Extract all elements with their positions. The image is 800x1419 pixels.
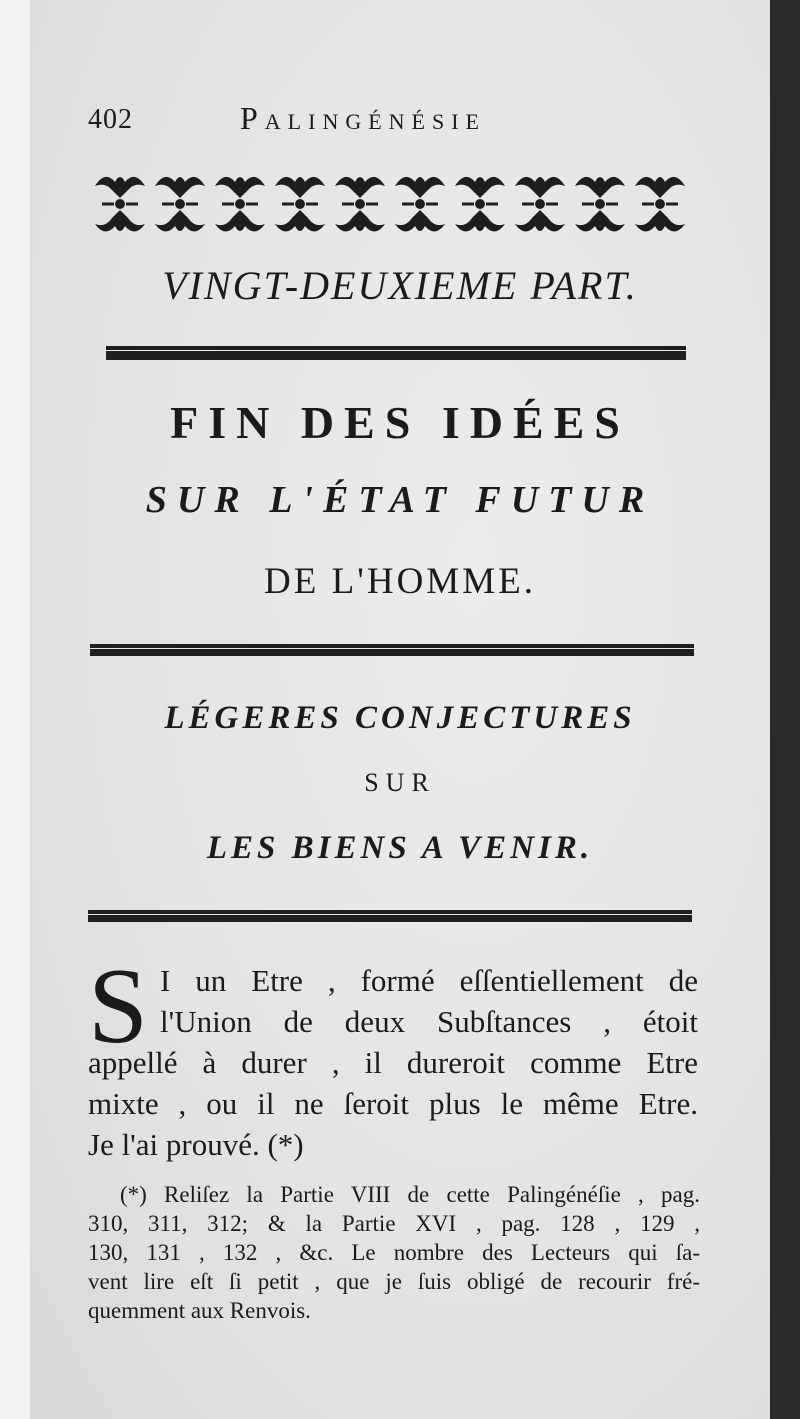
page-number: 402 (88, 104, 133, 135)
heading-homme: DE L'HOMME. (264, 561, 536, 602)
heading-etat-futur: SUR L'ÉTAT FUTUR (145, 479, 655, 521)
heading-biens-a-venir: LES BIENS A VENIR. (206, 830, 594, 866)
footnote (88, 1180, 700, 1325)
footnote-line: vent lire eſt ſi petit , que je ſuis obligé de recourir fré- (88, 1269, 700, 1294)
ornamental-headpiece (90, 168, 690, 240)
body-line: l'Union de deux Subſtances , étoit (160, 1004, 698, 1039)
part-title: VINGT-DEUXIEME PART. (162, 263, 638, 308)
heading-sur: SUR (364, 768, 436, 797)
body-line: Je l'ai prouvé. (*) (88, 1127, 304, 1162)
footnote-line: quemment aux Renvois. (88, 1298, 311, 1323)
heading-conjectures: LÉGERES CONJECTURES (164, 700, 636, 736)
page-edge-shadow (770, 0, 800, 1419)
running-title: Palingénésie (240, 100, 486, 136)
body-line: I un Etre , formé eſſentiellement de (160, 963, 698, 998)
body-paragraph (88, 960, 698, 1165)
body-line: mixte , ou il ne ſeroit plus le même Etre. (88, 1086, 698, 1121)
footnote-line: 310, 311, 312; & la Partie XVI , pag. 128 , 129 , (88, 1211, 700, 1236)
divider-rule (90, 644, 694, 656)
footnote-line: 130, 131 , 132 , &c. Le nombre des Lecteurs qui ſa- (88, 1240, 700, 1265)
heading-fin-des-idees: FIN DES IDÉES (170, 397, 630, 448)
book-gutter (0, 0, 30, 1419)
drop-cap: S (88, 947, 149, 1066)
body-line: appellé à durer , il dureroit comme Etre (88, 1045, 698, 1080)
page-header (88, 100, 708, 140)
divider-rule (88, 910, 692, 922)
footnote-line: (*) Reliſez la Partie VIII de cette Palingénéſie , pag. (120, 1182, 700, 1207)
divider-rule (106, 346, 686, 360)
